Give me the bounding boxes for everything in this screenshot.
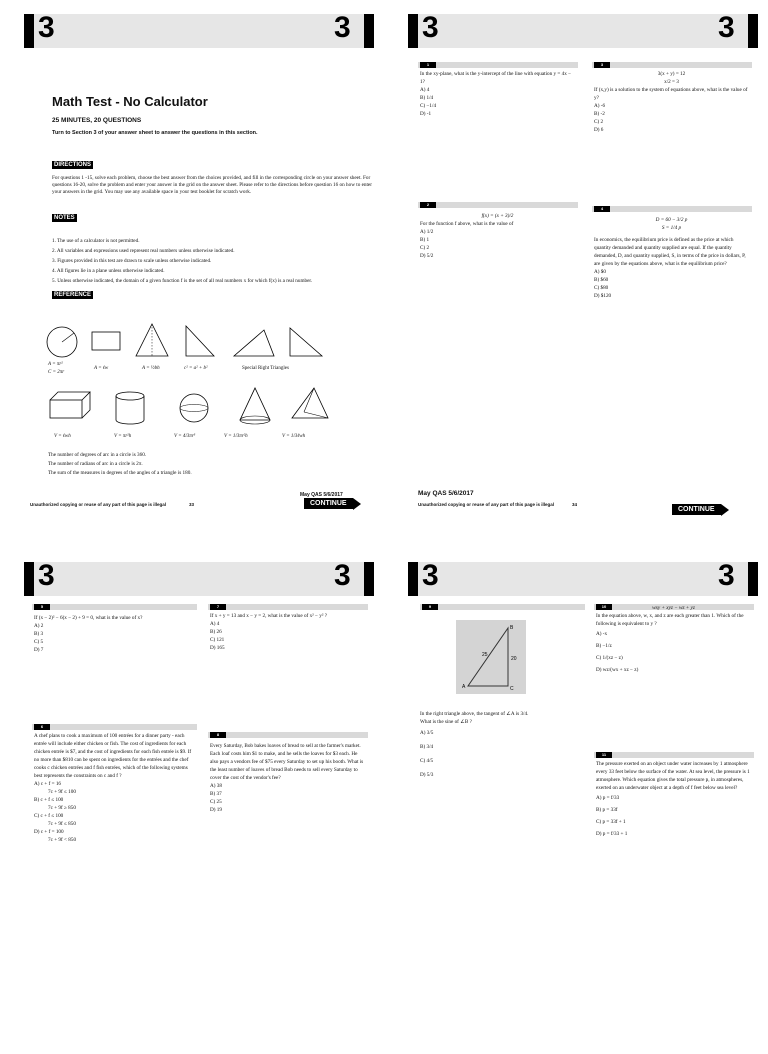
question-3-choice-d[interactable]: D) 6 xyxy=(594,127,604,133)
question-11-choice-b[interactable]: B) p = 33f xyxy=(596,807,618,813)
header-bar-left xyxy=(24,14,34,48)
fact-degrees: The number of degrees of arc in a circle is 360. xyxy=(48,452,147,458)
section-header xyxy=(24,559,374,596)
section-header xyxy=(24,11,374,48)
question-9-triangle-photo xyxy=(456,620,526,694)
question-8-choice-a[interactable]: A) 38 xyxy=(210,783,222,789)
footer-notice: Unauthorized copying or reuse of any part of this page is illegal xyxy=(418,502,555,507)
formula-box-volume: V = ℓwh xyxy=(54,434,71,439)
question-11-choice-a[interactable]: A) p = f/33 xyxy=(596,795,620,801)
formula-pythagorean: c² = a² + b² xyxy=(184,366,208,371)
question-8 xyxy=(210,742,365,814)
notes-5: 5. Unless otherwise indicated, the domain of a given function f is the set of all real numbers x for which f(x) is a real number. xyxy=(52,278,313,284)
question-3-number: 3 xyxy=(594,62,610,68)
question-11-number: 11 xyxy=(596,752,612,758)
question-8-choice-b[interactable]: B) 37 xyxy=(210,791,222,797)
label-c: C xyxy=(510,686,514,692)
question-8-number: 8 xyxy=(210,732,226,738)
notes-4: 4. All figures lie in a plane unless otherwise indicated. xyxy=(52,268,165,274)
question-5-choice-a[interactable]: A) 2 xyxy=(34,623,44,629)
question-9-choice-a[interactable]: A) 3/5 xyxy=(420,730,434,736)
fact-radians: The number of radians of arc in a circle is 2π. xyxy=(48,461,143,467)
question-9 xyxy=(420,710,585,782)
question-3 xyxy=(594,70,749,134)
formula-rect-area: A = ℓw xyxy=(94,366,109,371)
question-1-stem: In the xy-plane, what is the y-intercept of the line with equation y = 4x − 1? xyxy=(420,71,572,85)
notes-3: 3. Figures provided in this test are drawn to scale unless otherwise indicated. xyxy=(52,258,212,264)
formula-cylinder-volume: V = πr²h xyxy=(114,434,132,439)
question-10-choice-c[interactable]: C) 1/(xz − z) xyxy=(596,655,623,661)
reference-figures-row1 xyxy=(44,314,344,374)
page-number: 34 xyxy=(572,502,578,507)
question-1-number: 1 xyxy=(420,62,436,68)
section-number-right: 3 xyxy=(334,559,351,592)
question-7-number: 7 xyxy=(210,604,226,610)
question-9-bar xyxy=(420,604,585,610)
question-6-bar xyxy=(32,724,197,730)
question-2-formula: f(x) = (x + 3)/2 xyxy=(481,213,514,219)
question-7-choice-b[interactable]: B) 26 xyxy=(210,629,222,635)
special-triangles-label: Special Right Triangles xyxy=(242,366,289,371)
question-6-choice-d-line2: 7c + 9f < 850 xyxy=(48,837,77,843)
question-10-stem: In the equation above, w, x, and z are each greater than 1. Which of the following is equivalent to y ? xyxy=(596,613,744,627)
question-7-choice-d[interactable]: D) 165 xyxy=(210,645,225,651)
question-9-question: What is the sine of ∠B ? xyxy=(420,719,472,725)
question-4-bar xyxy=(592,206,752,212)
header-bar-right xyxy=(364,562,374,596)
section-number-left: 3 xyxy=(38,11,55,44)
question-7-choice-c[interactable]: C) 121 xyxy=(210,637,225,643)
question-4-choice-a[interactable]: A) $0 xyxy=(594,269,606,275)
header-bar-right xyxy=(748,562,758,596)
formula-sphere-volume: V = 4/3πr³ xyxy=(174,434,196,439)
question-7 xyxy=(210,612,365,652)
notes-2: 2. All variables and expressions used represent real numbers unless otherwise indicated. xyxy=(52,248,235,254)
section-number-right: 3 xyxy=(718,11,735,44)
label-side: 20 xyxy=(511,656,517,662)
question-6-number: 6 xyxy=(34,724,50,730)
question-6-choice-b[interactable]: B) c + f ≤ 100 xyxy=(34,797,64,803)
reference-tag: REFERENCE xyxy=(54,292,92,298)
notes-tag: NOTES xyxy=(54,215,75,221)
question-11-choice-d[interactable]: D) p = f/33 + 1 xyxy=(596,831,628,837)
page-36 xyxy=(408,559,758,1054)
question-1-choice-b[interactable]: B) 1/4 xyxy=(420,95,434,101)
continue-button: CONTINUE xyxy=(672,504,721,515)
question-4-choice-d[interactable]: D) $120 xyxy=(594,293,612,299)
section-number-right: 3 xyxy=(334,11,351,44)
question-11 xyxy=(596,760,751,840)
question-10-choice-d[interactable]: D) wz/(wx + xz − z) xyxy=(596,667,639,673)
question-6-stem: A chef plans to cook a maximum of 100 entrées for a dinner party - each entrée will include either chicken or fish. The cost of ingredients for each chicken entrée is $7, and the cost of ingredients for each fish entrée is $9. If no more than $810 can be spent on ingredients for the entrées and the chef cooks c chicken entrées and f fish entrées, which of the following systems best represents the constraints on c and f ? xyxy=(34,733,192,779)
right-triangle-figure xyxy=(456,620,526,694)
question-2-choice-b[interactable]: B) 1 xyxy=(420,237,430,243)
notes-1: 1. The use of a calculator is not permitted. xyxy=(52,238,140,244)
question-7-bar xyxy=(208,604,368,610)
question-2 xyxy=(420,212,575,260)
question-3-choice-b[interactable]: B) -2 xyxy=(594,111,605,117)
question-6-choice-a-line2: 7c + 9f ≤ 100 xyxy=(48,789,76,795)
question-3-equation-2: x/2 = 3 xyxy=(664,79,679,85)
reference-figures-row2 xyxy=(44,384,344,434)
question-2-choice-c[interactable]: C) 2 xyxy=(420,245,430,251)
question-6 xyxy=(34,732,194,844)
page-33 xyxy=(24,11,374,507)
question-5 xyxy=(34,614,194,654)
question-5-stem: If (x − 2)² − 6(x − 2) + 9 = 0, what is the value of x? xyxy=(34,615,143,621)
section-number-left: 3 xyxy=(422,559,439,592)
question-1 xyxy=(420,70,575,118)
section-header xyxy=(408,11,758,48)
question-3-bar xyxy=(592,62,752,68)
page-35 xyxy=(24,559,374,1054)
header-bar-left xyxy=(408,562,418,596)
question-1-choice-a[interactable]: A) 4 xyxy=(420,87,430,93)
section-number-right: 3 xyxy=(718,559,735,592)
question-4-choice-c[interactable]: C) $80 xyxy=(594,285,609,291)
question-5-choice-c[interactable]: C) 5 xyxy=(34,639,44,645)
question-5-bar xyxy=(32,604,197,610)
question-8-choice-d[interactable]: D) 19 xyxy=(210,807,222,813)
question-9-choice-d[interactable]: D) 5/3 xyxy=(420,772,434,778)
directions-text: For questions 1 -15, solve each problem, choose the best answer from the choices provided, and fill in the corresponding circle on your answer sheet. For questions 16-20, solve the problem and enter your answer in the grid on the answer sheet. Please refer to the directions before question 16 on how to enter your answers in the grid. You may use any available space in your test booklet for scratch work. xyxy=(52,175,372,195)
instruction: Turn to Section 3 of your answer sheet to answer the questions in this section. xyxy=(52,130,258,136)
question-1-choice-d[interactable]: D) -1 xyxy=(420,111,432,117)
question-6-choice-a[interactable]: A) c + f = 16 xyxy=(34,781,62,787)
question-7-choice-a[interactable]: A) 4 xyxy=(210,621,220,627)
header-bar-right xyxy=(364,14,374,48)
section-number-left: 3 xyxy=(38,559,55,592)
question-6-choice-c-line2: 7c + 9f ≤ 850 xyxy=(48,821,76,827)
question-4-equation-1: D = 60 − 3/2 p xyxy=(655,217,688,223)
question-4-stem: In economics, the equilibrium price is defined as the price at which quantity demanded and quantity supplied are equal. If the quantity demanded, D, and quantity supplied, S, in terms of the price in dollars, P, are given by the equations above, what is the equilibrium price? xyxy=(594,237,746,267)
label-b: B xyxy=(510,625,514,631)
formula-triangle-area: A = ½bh xyxy=(142,366,160,371)
question-4-choice-b[interactable]: B) $60 xyxy=(594,277,609,283)
question-4-equation-2: S = 1/4 p xyxy=(661,225,682,231)
question-6-choice-b-line2: 7c + 9f ≥ 850 xyxy=(48,805,76,811)
footer-date: May QAS 5/6/2017 xyxy=(300,492,343,498)
section-header xyxy=(408,559,758,596)
question-10 xyxy=(596,604,751,676)
question-4-number: 4 xyxy=(594,206,610,212)
formula-pyramid-volume: V = 1/3ℓwh xyxy=(282,434,306,439)
question-11-bar xyxy=(594,752,754,758)
question-6-choice-d[interactable]: D) c + f = 100 xyxy=(34,829,64,835)
page-title: Math Test - No Calculator xyxy=(52,94,208,109)
page-34 xyxy=(408,11,758,513)
question-9-stem: In the right triangle above, the tangent of ∠A is 3/4. xyxy=(420,711,529,717)
question-8-choice-c[interactable]: C) 25 xyxy=(210,799,222,805)
time-info: 25 MINUTES, 20 QUESTIONS xyxy=(52,117,142,124)
section-number-left: 3 xyxy=(422,11,439,44)
question-2-choice-a[interactable]: A) 1/2 xyxy=(420,229,434,235)
formula-circle-area: A = πr² xyxy=(48,362,63,367)
question-10-choice-a[interactable]: A) -x xyxy=(596,631,608,637)
label-a: A xyxy=(462,684,466,690)
header-bar-right xyxy=(748,14,758,48)
question-8-stem: Every Saturday, Bob bakes loaves of bread to sell at the farmer's market. Each loaf costs him $1 to make, and he sells the loaves for $3 each. He also pays a vendors fee of $75 every Saturday to set up his booth. What is the least number of loaves of bread Bob needs to sell every Saturday to cover the cost of the vendor's fee? xyxy=(210,743,364,781)
question-1-choice-c[interactable]: C) −1/4 xyxy=(420,103,437,109)
question-10-choice-b[interactable]: B) −1/z xyxy=(596,643,612,649)
question-7-stem: If x + y = 13 and x − y = 2, what is the value of x² − y² ? xyxy=(210,613,327,619)
question-8-bar xyxy=(208,732,368,738)
page-number: 33 xyxy=(189,502,195,507)
header-bar-left xyxy=(24,562,34,596)
footer-date: May QAS 5/6/2017 xyxy=(418,490,474,497)
question-3-stem: If (x,y) is a solution to the system of equations above, what is the value of y? xyxy=(594,87,748,101)
continue-button: CONTINUE xyxy=(304,498,353,509)
question-9-choice-c[interactable]: C) 4/5 xyxy=(420,758,434,764)
question-9-number: 9 xyxy=(422,604,438,610)
question-10-number: 10 xyxy=(596,604,612,610)
header-bar-left xyxy=(408,14,418,48)
question-6-choice-c[interactable]: C) c + f ≤ 100 xyxy=(34,813,64,819)
question-5-choice-d[interactable]: D) 7 xyxy=(34,647,44,653)
question-3-choice-a[interactable]: A) -6 xyxy=(594,103,606,109)
question-9-choice-b[interactable]: B) 3/4 xyxy=(420,744,434,750)
question-11-stem: The pressure exerted on an object under water increases by 1 atmosphere every 33 feet below the surface of the water. At sea level, the pressure is 1 atmosphere. Which equation gives the total pressure p, in atmospheres, exerted on an underwater object at a depth of f feet below sea level? xyxy=(596,761,750,791)
question-2-number: 2 xyxy=(420,202,436,208)
question-3-choice-c[interactable]: C) 2 xyxy=(594,119,604,125)
question-4 xyxy=(594,216,749,300)
footer-notice: Unauthorized copying or reuse of any part of this page is illegal xyxy=(30,502,167,507)
question-1-bar xyxy=(418,62,578,68)
question-10-formula: wxy + xyz − wz + yz xyxy=(652,605,695,611)
formula-circumference: C = 2πr xyxy=(48,370,65,375)
question-5-choice-b[interactable]: B) 3 xyxy=(34,631,44,637)
question-11-choice-c[interactable]: C) p = 33f + 1 xyxy=(596,819,626,825)
fact-triangle-sum: The sum of the measures in degrees of the angles of a triangle is 180. xyxy=(48,470,192,476)
question-2-choice-d[interactable]: D) 5/2 xyxy=(420,253,434,259)
formula-cone-volume: V = 1/3πr²h xyxy=(224,434,248,439)
question-2-stem: For the function f above, what is the value of xyxy=(420,221,514,227)
question-3-equation-1: 3(x + y) = 12 xyxy=(657,71,686,77)
question-2-bar xyxy=(418,202,578,208)
question-5-number: 5 xyxy=(34,604,50,610)
label-hypotenuse: 25 xyxy=(482,652,488,658)
directions-tag: DIRECTIONS xyxy=(54,162,92,168)
